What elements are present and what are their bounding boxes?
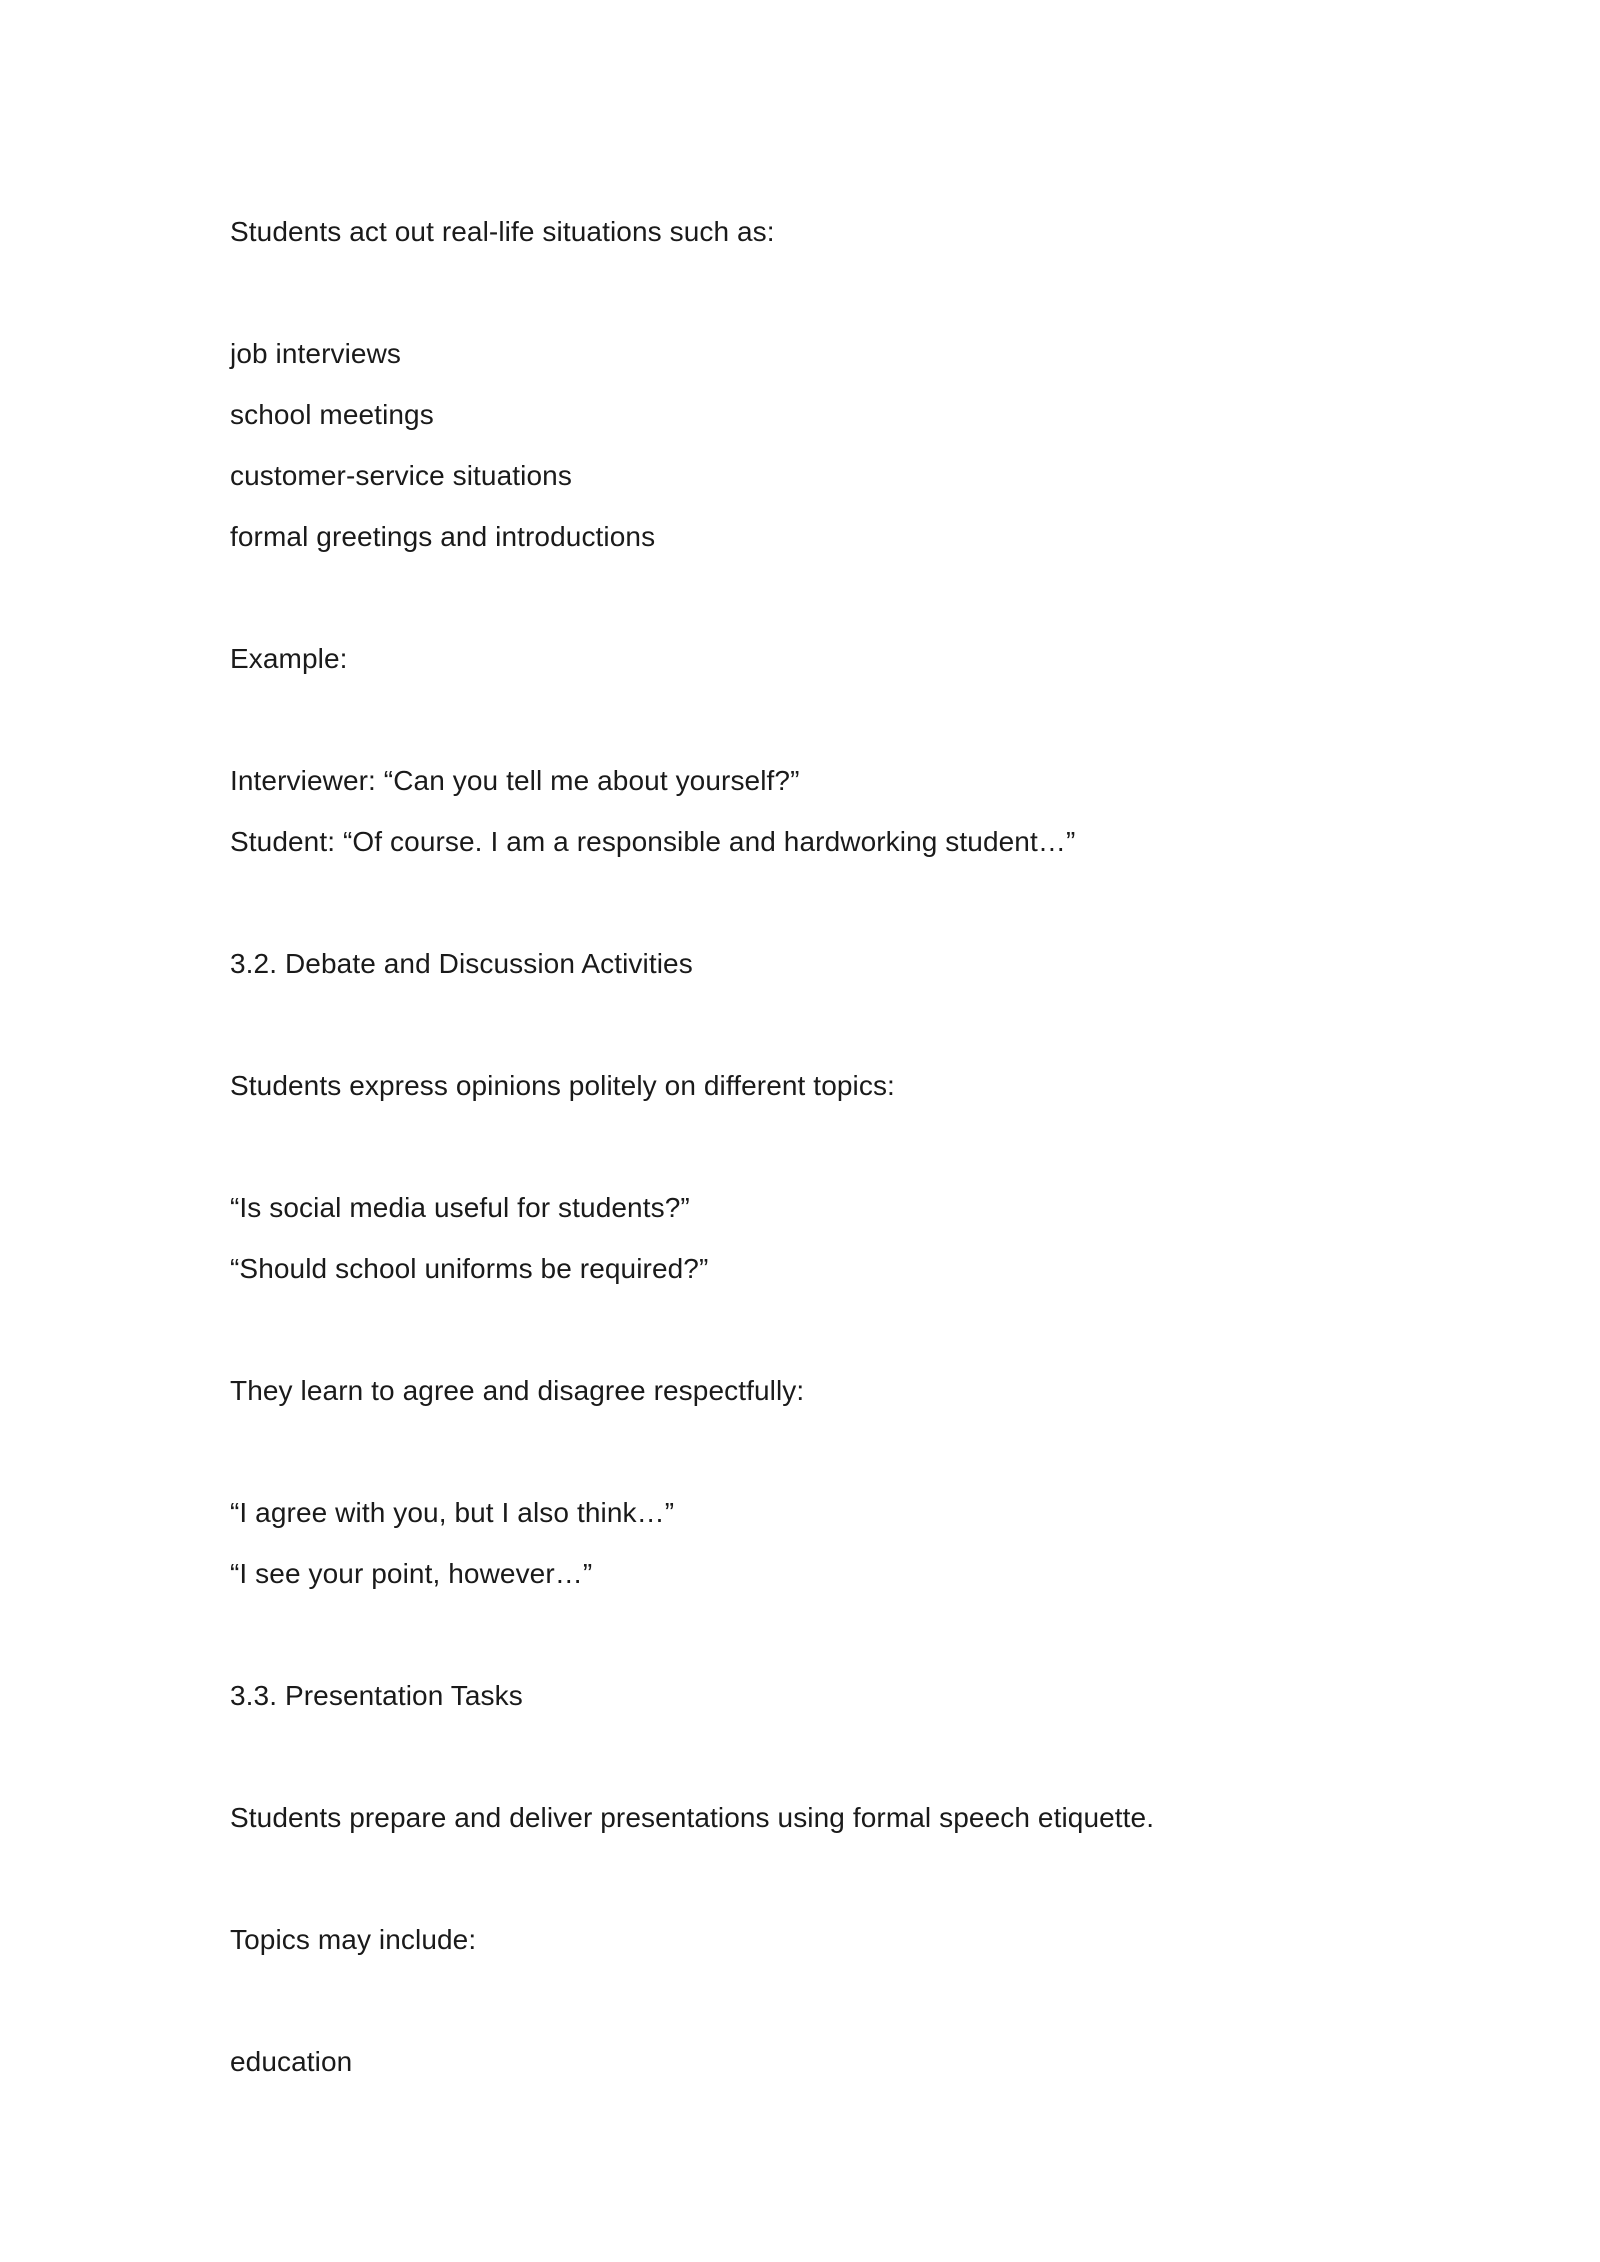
example-line: Interviewer: “Can you tell me about yourself?” [230, 765, 800, 796]
example-label: Example: [230, 643, 348, 674]
list-item: formal greetings and introductions [230, 521, 656, 552]
section-paragraph: Topics may include: [230, 1924, 477, 1955]
section-heading: 3.3. Presentation Tasks [230, 1680, 523, 1711]
list-item: “Is social media useful for students?” [230, 1192, 690, 1223]
intro-paragraph: Students act out real-life situations such as: [230, 216, 775, 247]
list-item: “Should school uniforms be required?” [230, 1253, 709, 1284]
section-paragraph: Students prepare and deliver presentations using formal speech etiquette. [230, 1802, 1155, 1833]
section-paragraph: They learn to agree and disagree respectfully: [230, 1375, 805, 1406]
list-item: education [230, 2046, 353, 2077]
list-item: job interviews [230, 338, 402, 369]
section-heading: 3.2. Debate and Discussion Activities [230, 948, 693, 979]
list-item: “I see your point, however…” [230, 1558, 593, 1589]
section-paragraph: Students express opinions politely on different topics: [230, 1070, 895, 1101]
example-line: Student: “Of course. I am a responsible and hardworking student…” [230, 826, 1076, 857]
list-item: customer-service situations [230, 460, 572, 491]
list-item: “I agree with you, but I also think…” [230, 1497, 675, 1528]
list-item: school meetings [230, 399, 434, 430]
